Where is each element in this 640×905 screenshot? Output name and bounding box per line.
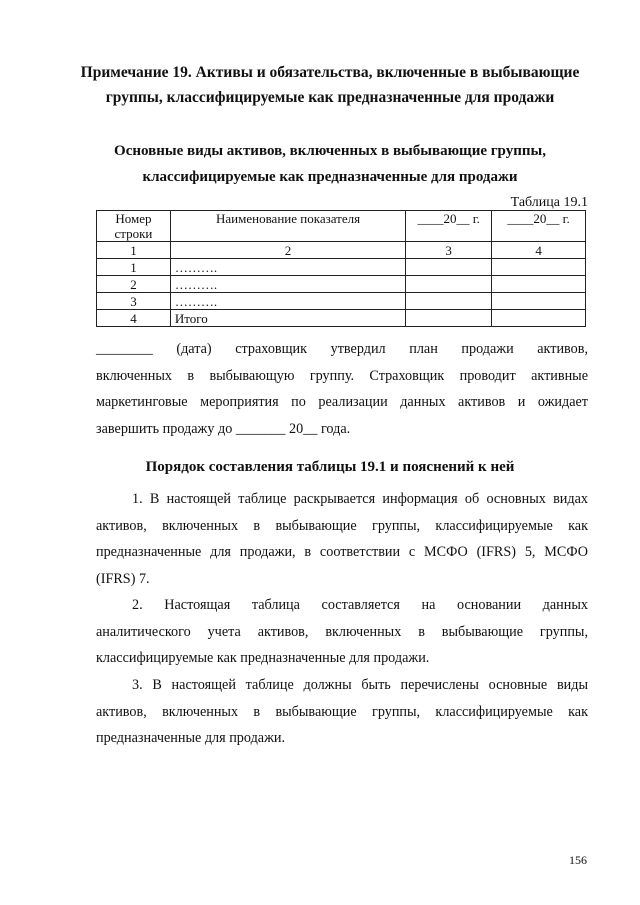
row-value-2 (492, 276, 586, 293)
row-name: ………. (170, 293, 405, 310)
row-number: 2 (97, 276, 171, 293)
item-line: 2. Настоящая таблица составляется на основании данных (132, 597, 588, 613)
table-row (97, 293, 586, 310)
section-title (60, 138, 600, 190)
header-indicator-name: Наименование показателя (170, 211, 405, 242)
row-name: ………. (170, 259, 405, 276)
col-number-2: 2 (170, 242, 405, 259)
row-value-1 (406, 310, 492, 327)
item-line: 1. В настоящей таблице раскрывается информация об основных видах (132, 491, 588, 507)
procedure-title: Порядок составления таблицы 19.1 и пояснений к ней (145, 459, 515, 475)
procedure-item-2 (96, 592, 588, 672)
paragraph-line: завершить продажу до _______ 20__ года. (96, 420, 351, 437)
item-line: активов, включенных в выбывающие группы, классифицируемые как (96, 517, 588, 534)
table-column-numbers-row (97, 242, 586, 259)
row-value-1 (406, 293, 492, 310)
paragraph-line: включенных в выбывающую группу. Страховщик проводит активные (96, 367, 588, 384)
item-line: (IFRS) 7. (96, 570, 150, 587)
item-line: аналитического учета активов, включенных в выбывающие группы, (96, 623, 588, 640)
header-year-1: ____20__ г. (406, 211, 492, 242)
table-header-row (97, 211, 586, 242)
col-number-1: 1 (97, 242, 171, 259)
col-number-4: 4 (492, 242, 586, 259)
item-line: предназначенные для продажи. (96, 730, 286, 746)
page-number: 156 (569, 853, 587, 867)
section-title-line1: Основные виды активов, включенных в выбывающие группы, (114, 143, 546, 159)
row-value-2 (492, 293, 586, 310)
row-name: Итого (170, 310, 405, 327)
note-title-line2: группы, классифицируемые как предназначенные для продажи (105, 89, 555, 106)
row-number: 3 (97, 293, 171, 310)
sale-plan-paragraph (96, 336, 588, 442)
header-row-number: Номер строки (97, 211, 171, 242)
row-value-2 (492, 310, 586, 327)
item-line: 3. В настоящей таблице должны быть перечислены основные виды (132, 677, 588, 693)
assets-table (96, 210, 586, 327)
table-row-total (97, 310, 586, 327)
table-caption: Таблица 19.1 (510, 195, 588, 210)
row-value-1 (406, 276, 492, 293)
row-value-2 (492, 259, 586, 276)
row-name: ………. (170, 276, 405, 293)
note-title-line1: Примечание 19. Активы и обязательства, включенные в выбывающие (80, 64, 580, 81)
table-row (97, 276, 586, 293)
procedure-item-3 (96, 672, 588, 752)
table-row (97, 259, 586, 276)
row-value-1 (406, 259, 492, 276)
paragraph-line: ________ (дата) страховщик утвердил план продажи активов, (96, 341, 588, 357)
col-number-3: 3 (406, 242, 492, 259)
note-title (60, 60, 600, 110)
row-number: 1 (97, 259, 171, 276)
procedure-item-1 (96, 486, 588, 592)
header-year-2: ____20__ г. (492, 211, 586, 242)
paragraph-line: маркетинговые мероприятия по реализации данных активов и ожидает (96, 394, 588, 410)
item-line: активов, включенных в выбывающие группы, классифицируемые как (96, 703, 588, 720)
section-title-line2: классифицируемые как предназначенные для продажи (142, 169, 518, 185)
item-line: предназначенные для продажи, в соответствии с МСФО (IFRS) 5, МСФО (96, 544, 588, 560)
row-number: 4 (97, 310, 171, 327)
item-line: классифицируемые как предназначенные для продажи. (96, 650, 430, 666)
